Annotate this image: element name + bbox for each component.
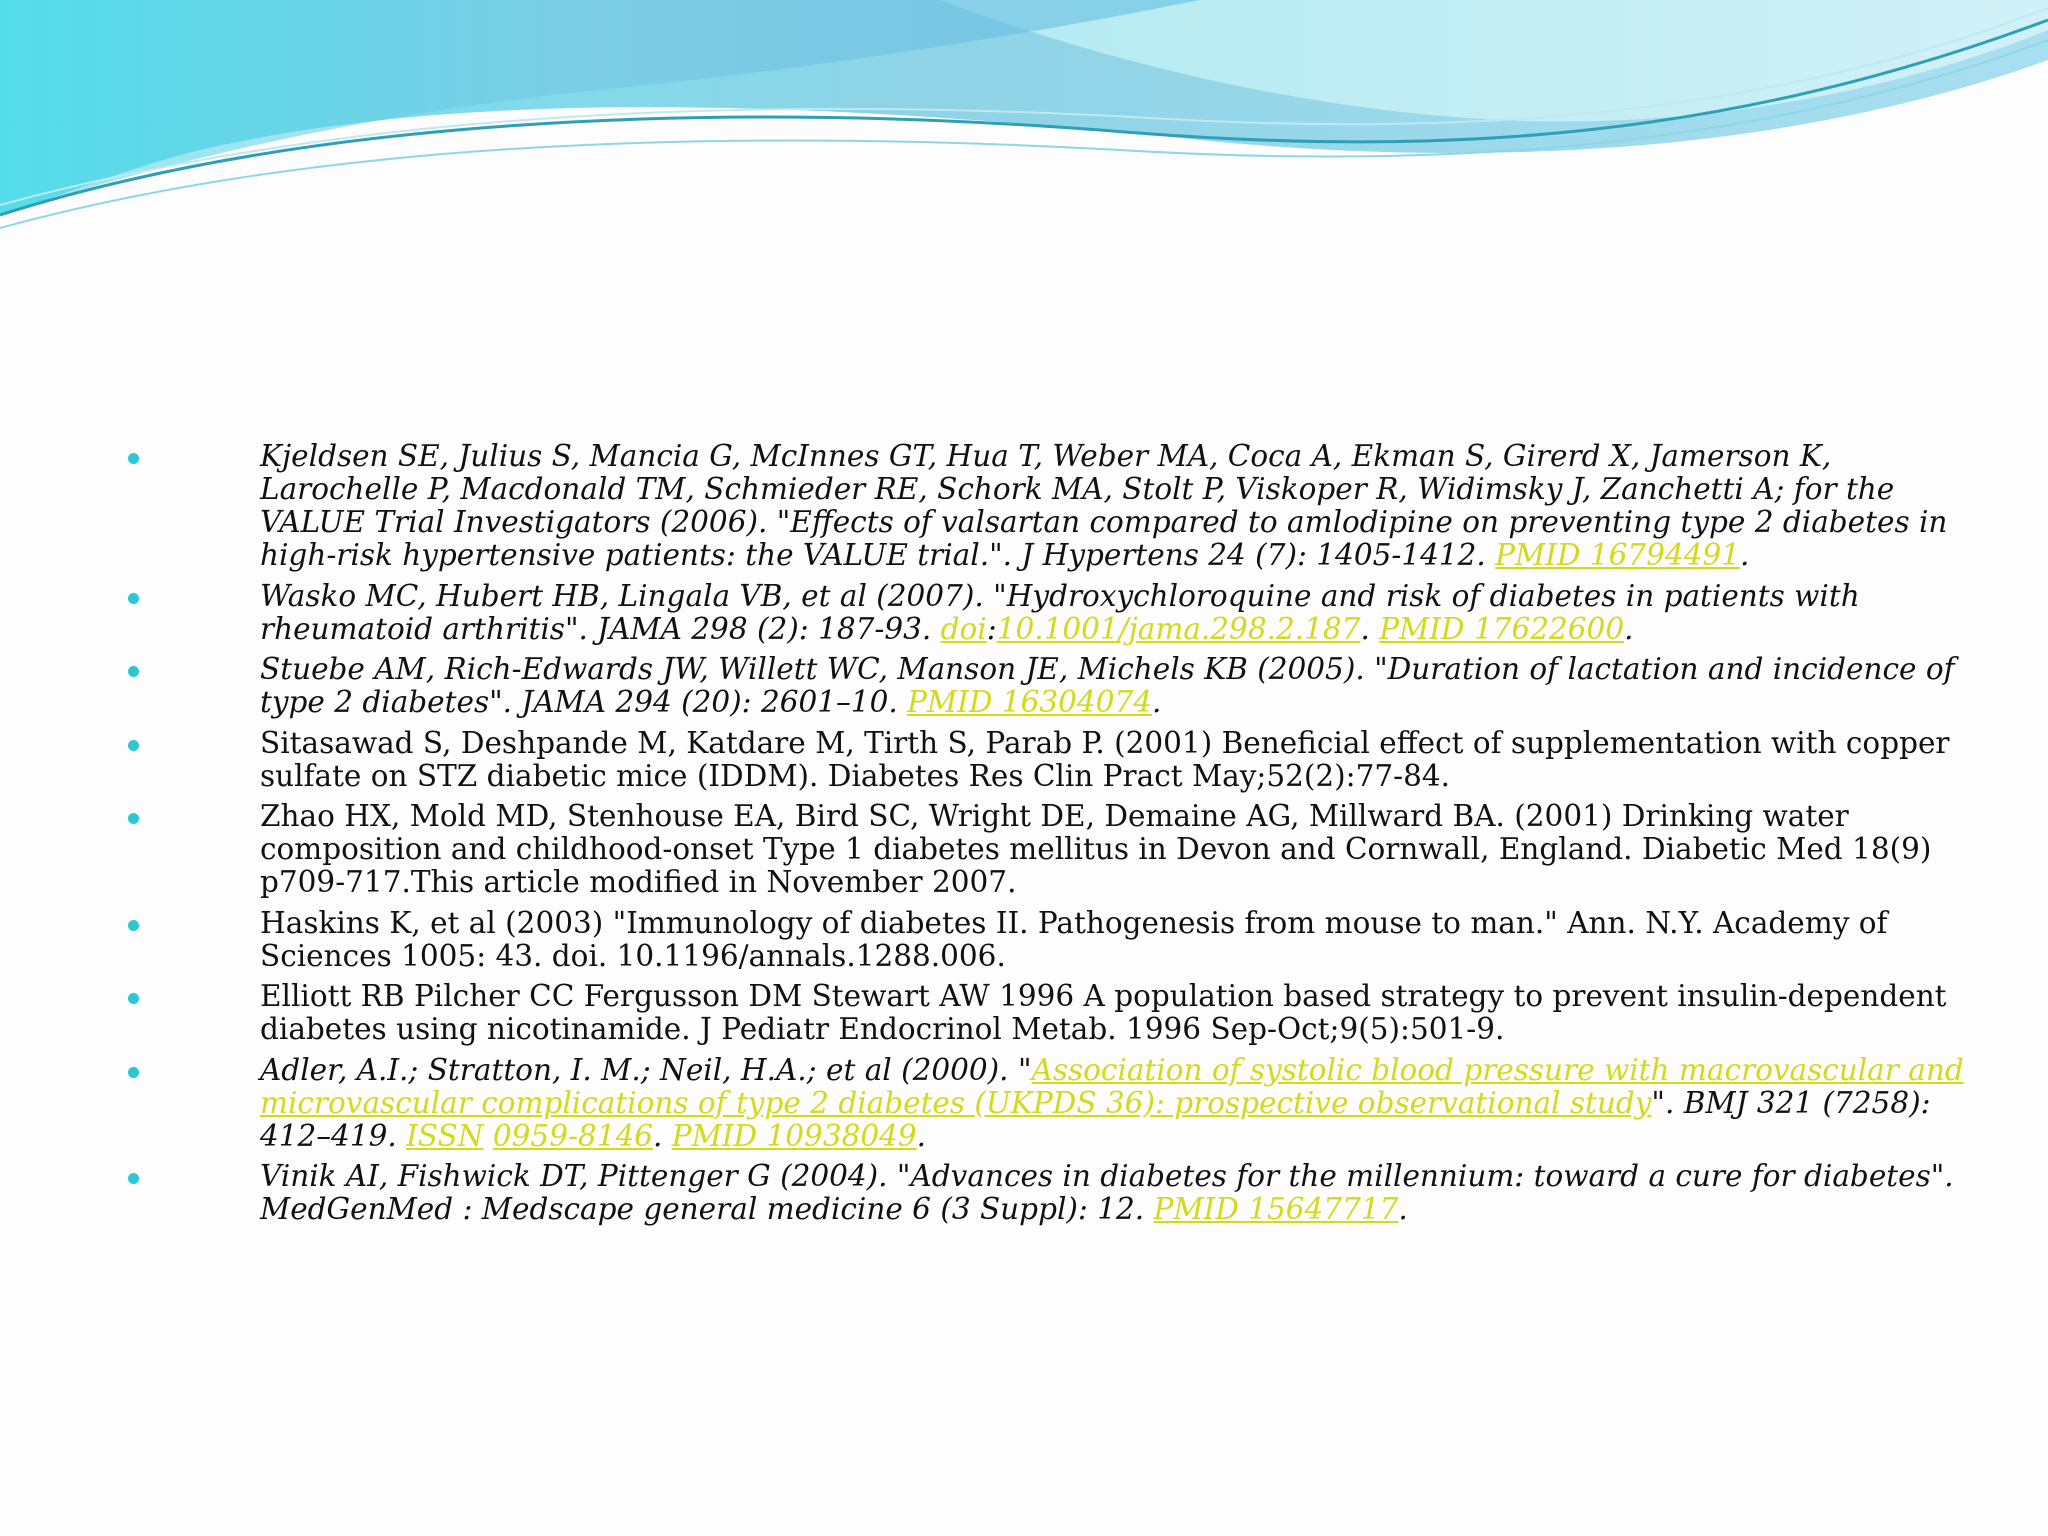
- reference-text: .: [1398, 1192, 1408, 1226]
- reference-text: .: [1152, 685, 1162, 719]
- reference-text: Vinik AI, Fishwick DT, Pittenger G (2004). "Advances in diabetes for the millennium: toward a cure for diabetes". MedGenMed : Medscape general medicine 6 (3 Suppl): 12.: [260, 1159, 1954, 1226]
- reference-text: .: [916, 1118, 927, 1153]
- reference-item: [0, 1160, 2048, 1226]
- reference-text: Adler, A.I.; Stratton, I. M.; Neil, H.A.; et al (2000). ": [260, 1052, 1032, 1087]
- reference-text: ". BMJ 321 (7258): 412–419.: [260, 1085, 1931, 1153]
- bullet-icon: [128, 1173, 139, 1184]
- bullet-icon: [128, 593, 139, 604]
- reference-text: Wasko MC, Hubert HB, Lingala VB, et al (2007). "Hydroxychloroquine and risk of diabetes in patients with rheumatoid arthritis". JAMA 298 (2): 187-93.: [260, 578, 1860, 646]
- bullet-icon: [128, 813, 139, 824]
- reference-item: [0, 1054, 2048, 1153]
- reference-text: .: [653, 1118, 672, 1153]
- reference-text: .: [1624, 611, 1634, 646]
- reference-text: .: [1740, 538, 1750, 572]
- reference-item: [0, 580, 2048, 646]
- reference-link[interactable]: Association of systolic blood pressure with macrovascular and microvascular complications of type 2 diabetes (UKPDS 36): prospective observational study: [260, 1052, 1964, 1120]
- reference-link[interactable]: 10.1001/jama.298.2.187: [996, 611, 1361, 646]
- reference-item: [0, 440, 2048, 572]
- reference-text: .: [1360, 611, 1380, 646]
- reference-item: [0, 727, 2048, 793]
- reference-link[interactable]: PMID 17622600: [1379, 611, 1625, 646]
- reference-item: [0, 980, 2048, 1046]
- bullet-icon: [128, 993, 139, 1004]
- reference-link[interactable]: PMID 10938049: [671, 1118, 917, 1153]
- reference-link[interactable]: PMID 15647717: [1153, 1192, 1399, 1226]
- reference-text: Zhao HX, Mold MD, Stenhouse EA, Bird SC, Wright DE, Demaine AG, Millward BA. (2001) Drinking water composition and childhood-onset Type 1 diabetes mellitus in Devon and Cornwall, England. Diabetic Med 18(9) p709-717.This article modified in November 2007.: [260, 799, 1932, 899]
- reference-item: [0, 907, 2048, 973]
- header-wave-decoration: [0, 0, 2048, 240]
- bullet-icon: [128, 920, 139, 931]
- reference-text: Sitasawad S, Deshpande M, Katdare M, Tirth S, Parab P. (2001) Beneficial effect of supplementation with copper sulfate on STZ diabetic mice (IDDM). Diabetes Res Clin Pract May;52(2):77-84.: [260, 725, 1950, 793]
- bullet-icon: [128, 740, 139, 751]
- bullet-icon: [128, 666, 139, 677]
- reference-link[interactable]: PMID 16794491: [1495, 538, 1741, 572]
- reference-text: Haskins K, et al (2003) "Immunology of diabetes II. Pathogenesis from mouse to man." Ann. N.Y. Academy of Sciences 1005: 43. doi. 10.1196/annals.1288.006.: [260, 905, 1888, 973]
- reference-link[interactable]: ISSN: [406, 1118, 484, 1153]
- reference-item: [0, 800, 2048, 899]
- reference-link[interactable]: 0959-8146: [492, 1118, 654, 1153]
- reference-list: [0, 440, 2048, 1234]
- bullet-icon: [128, 1067, 139, 1078]
- reference-text: :: [986, 611, 997, 646]
- reference-text: Elliott RB Pilcher CC Fergusson DM Stewart AW 1996 A population based strategy to prevent insulin-dependent diabetes using nicotinamide. J Pediatr Endocrinol Metab. 1996 Sep-Oct;9(5):501-9.: [260, 979, 1947, 1046]
- reference-item: [0, 653, 2048, 719]
- reference-link[interactable]: PMID 16304074: [907, 685, 1152, 719]
- reference-text: Kjeldsen SE, Julius S, Mancia G, McInnes GT, Hua T, Weber MA, Coca A, Ekman S, Girerd X, Jamerson K, Larochelle P, Macdonald TM, Schmieder RE, Schork MA, Stolt P, Viskoper R, Widimsky J, Zanchetti A; for the VALUE Trial Investigators (2006). "Effects of valsartan compared to amlodipine on preventing type 2 diabetes in high-risk hypertensive patients: the VALUE trial.". J Hypertens 24 (7): 1405-1412.: [260, 439, 1948, 572]
- reference-text: Stuebe AM, Rich-Edwards JW, Willett WC, Manson JE, Michels KB (2005). "Duration of lactation and incidence of type 2 diabetes". JAMA 294 (20): 2601–10.: [260, 652, 1955, 719]
- reference-link[interactable]: doi: [940, 611, 987, 646]
- reference-text: [484, 1119, 493, 1153]
- bullet-icon: [128, 453, 139, 464]
